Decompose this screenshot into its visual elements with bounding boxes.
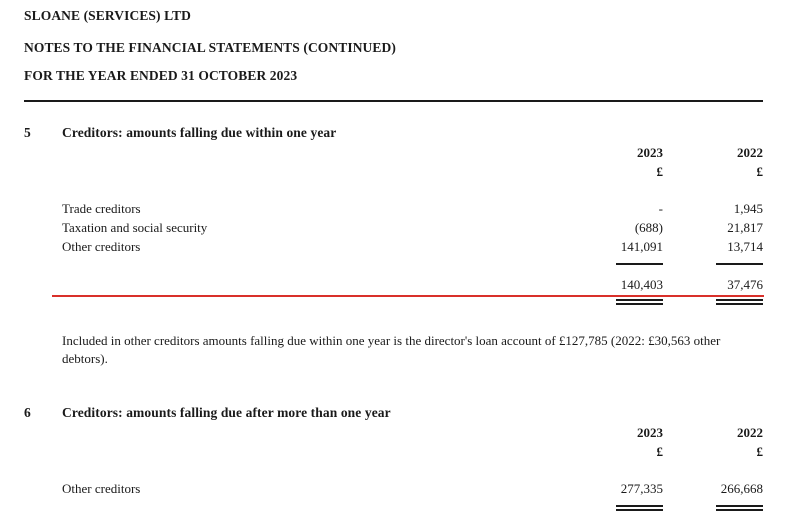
note5-total-double-rule-2023-a [616, 299, 663, 301]
note6-total-double-rule-2023-b [616, 509, 663, 511]
note6-total-double-rule-2022-b [716, 509, 763, 511]
note6-title: Creditors: amounts falling due after more than one year [62, 405, 391, 420]
note6-currency-2023: £ [656, 444, 663, 459]
highlight-line [52, 295, 764, 297]
note5-currency-2023: £ [656, 164, 663, 179]
note6-total-double-rule-2022-a [716, 505, 763, 507]
note5-total-2023: 140,403 [620, 277, 663, 292]
company-name: SLOANE (SERVICES) LTD [24, 8, 191, 23]
note5-col-2022: 2022 [737, 145, 763, 160]
note5-col-2023: 2023 [637, 145, 663, 160]
note5-number: 5 [24, 125, 31, 140]
note5-subtotal-rule-2022 [716, 263, 763, 265]
note6-currency-2022: £ [756, 444, 763, 459]
note6-row-2022: 266,668 [720, 481, 763, 496]
note5-total-2022: 37,476 [727, 277, 763, 292]
header-divider [24, 100, 763, 102]
note5-explanation: Included in other creditors amounts falling due within one year is the director's loan account of £127,785 (2022: £30,563 other debtors). [62, 333, 721, 366]
note5-row-label: Taxation and social security [62, 220, 208, 235]
note5-total-double-rule-2022-b [716, 303, 763, 305]
note6-row-label: Other creditors [62, 481, 141, 496]
note5-row-label: Trade creditors [62, 201, 141, 216]
note6-total-double-rule-2023-a [616, 505, 663, 507]
page-title: NOTES TO THE FINANCIAL STATEMENTS (CONTINUED) [24, 40, 396, 55]
note5-row-2023: 141,091 [620, 239, 663, 254]
note6-col-2023: 2023 [637, 425, 663, 440]
note5-total-double-rule-2022-a [716, 299, 763, 301]
note5-title: Creditors: amounts falling due within one year [62, 125, 337, 140]
note5-currency-2022: £ [756, 164, 763, 179]
period-heading: FOR THE YEAR ENDED 31 OCTOBER 2023 [24, 68, 298, 83]
note6-number: 6 [24, 405, 31, 420]
note6-row-2023: 277,335 [620, 481, 663, 496]
note5-row-2022: 1,945 [733, 201, 763, 216]
note5-subtotal-rule-2023 [616, 263, 663, 265]
note5-row-2022: 13,714 [727, 239, 763, 254]
note6-col-2022: 2022 [737, 425, 763, 440]
note5-row-label: Other creditors [62, 239, 141, 254]
note5-total-double-rule-2023-b [616, 303, 663, 305]
note5-row-2023: - [658, 201, 663, 216]
note5-row-2023: (688) [634, 220, 663, 235]
note5-row-2022: 21,817 [727, 220, 763, 235]
